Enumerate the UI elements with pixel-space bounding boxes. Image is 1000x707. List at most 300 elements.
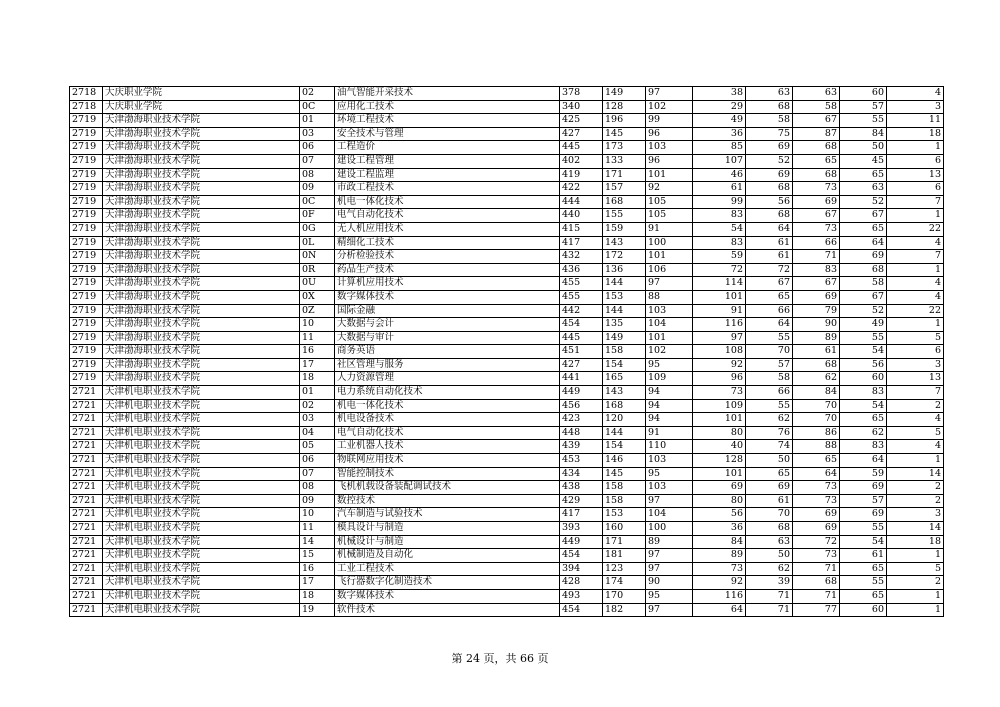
score-b-cell: 104 (646, 318, 693, 332)
school-name-cell: 天津机电职业技术学院 (103, 535, 300, 549)
score-f-cell: 57 (840, 494, 887, 508)
score-c-cell: 101 (693, 467, 746, 481)
score-b-cell: 97 (646, 549, 693, 563)
score-total-cell: 419 (560, 168, 603, 182)
score-a-cell: 181 (603, 549, 646, 563)
major-code-cell: 0N (300, 250, 335, 264)
table-row (70, 562, 944, 576)
score-b-cell: 104 (646, 508, 693, 522)
count-cell: 22 (887, 222, 944, 236)
table-row (70, 141, 944, 155)
score-e-cell: 84 (793, 386, 840, 400)
score-c-cell: 92 (693, 358, 746, 372)
score-b-cell: 97 (646, 494, 693, 508)
count-cell: 14 (887, 467, 944, 481)
count-cell: 1 (887, 603, 944, 617)
score-total-cell: 425 (560, 114, 603, 128)
count-cell: 14 (887, 522, 944, 536)
count-cell: 2 (887, 494, 944, 508)
table-row (70, 372, 944, 386)
score-total-cell: 423 (560, 413, 603, 427)
score-d-cell: 62 (746, 562, 793, 576)
table-row (70, 182, 944, 196)
score-d-cell: 68 (746, 209, 793, 223)
major-code-cell: 02 (300, 399, 335, 413)
score-a-cell: 149 (603, 331, 646, 345)
score-d-cell: 55 (746, 331, 793, 345)
score-d-cell: 66 (746, 386, 793, 400)
table-row (70, 222, 944, 236)
school-code-cell: 2721 (70, 413, 103, 427)
major-code-cell: 18 (300, 372, 335, 386)
score-e-cell: 71 (793, 250, 840, 264)
count-cell: 2 (887, 576, 944, 590)
major-code-cell: 11 (300, 522, 335, 536)
score-b-cell: 97 (646, 87, 693, 101)
score-total-cell: 429 (560, 494, 603, 508)
score-e-cell: 71 (793, 562, 840, 576)
score-c-cell: 36 (693, 522, 746, 536)
score-a-cell: 158 (603, 494, 646, 508)
score-c-cell: 40 (693, 440, 746, 454)
school-code-cell: 2719 (70, 127, 103, 141)
score-total-cell: 427 (560, 127, 603, 141)
school-name-cell: 天津渤海职业技术学院 (103, 263, 300, 277)
major-code-cell: 0G (300, 222, 335, 236)
score-a-cell: 171 (603, 168, 646, 182)
score-b-cell: 103 (646, 141, 693, 155)
score-c-cell: 116 (693, 589, 746, 603)
score-c-cell: 92 (693, 576, 746, 590)
school-code-cell: 2721 (70, 440, 103, 454)
school-name-cell: 天津机电职业技术学院 (103, 494, 300, 508)
count-cell: 1 (887, 318, 944, 332)
school-name-cell: 天津机电职业技术学院 (103, 426, 300, 440)
score-d-cell: 69 (746, 168, 793, 182)
score-f-cell: 67 (840, 209, 887, 223)
score-b-cell: 94 (646, 386, 693, 400)
score-f-cell: 57 (840, 100, 887, 114)
score-d-cell: 65 (746, 467, 793, 481)
score-a-cell: 128 (603, 100, 646, 114)
score-d-cell: 68 (746, 100, 793, 114)
score-f-cell: 60 (840, 87, 887, 101)
score-d-cell: 61 (746, 236, 793, 250)
school-name-cell: 天津渤海职业技术学院 (103, 331, 300, 345)
score-b-cell: 91 (646, 426, 693, 440)
school-name-cell: 天津渤海职业技术学院 (103, 358, 300, 372)
school-name-cell: 天津渤海职业技术学院 (103, 304, 300, 318)
score-b-cell: 110 (646, 440, 693, 454)
major-name-cell: 机电一体化技术 (335, 195, 560, 209)
score-d-cell: 64 (746, 318, 793, 332)
major-code-cell: 05 (300, 440, 335, 454)
score-c-cell: 80 (693, 426, 746, 440)
school-code-cell: 2719 (70, 263, 103, 277)
major-name-cell: 人力资源管理 (335, 372, 560, 386)
score-d-cell: 55 (746, 399, 793, 413)
school-name-cell: 天津机电职业技术学院 (103, 562, 300, 576)
table-row (70, 413, 944, 427)
table-row (70, 331, 944, 345)
score-a-cell: 133 (603, 154, 646, 168)
table-row (70, 290, 944, 304)
table-row (70, 127, 944, 141)
score-f-cell: 64 (840, 236, 887, 250)
major-name-cell: 数控技术 (335, 494, 560, 508)
table-row (70, 549, 944, 563)
table-row (70, 209, 944, 223)
score-e-cell: 73 (793, 481, 840, 495)
score-f-cell: 65 (840, 413, 887, 427)
school-code-cell: 2719 (70, 141, 103, 155)
count-cell: 3 (887, 100, 944, 114)
score-total-cell: 428 (560, 576, 603, 590)
score-e-cell: 65 (793, 454, 840, 468)
major-name-cell: 药品生产技术 (335, 263, 560, 277)
school-name-cell: 天津机电职业技术学院 (103, 522, 300, 536)
school-name-cell: 天津机电职业技术学院 (103, 386, 300, 400)
major-code-cell: 03 (300, 127, 335, 141)
major-name-cell: 电气自动化技术 (335, 209, 560, 223)
table-row (70, 522, 944, 536)
count-cell: 2 (887, 481, 944, 495)
score-a-cell: 155 (603, 209, 646, 223)
score-c-cell: 54 (693, 222, 746, 236)
major-name-cell: 建设工程管理 (335, 154, 560, 168)
major-code-cell: 08 (300, 481, 335, 495)
school-name-cell: 天津机电职业技术学院 (103, 549, 300, 563)
school-code-cell: 2719 (70, 168, 103, 182)
major-name-cell: 电力系统自动化技术 (335, 386, 560, 400)
score-total-cell: 449 (560, 386, 603, 400)
score-c-cell: 97 (693, 331, 746, 345)
score-a-cell: 196 (603, 114, 646, 128)
count-cell: 1 (887, 549, 944, 563)
score-d-cell: 58 (746, 114, 793, 128)
score-a-cell: 170 (603, 589, 646, 603)
count-cell: 11 (887, 114, 944, 128)
major-code-cell: 14 (300, 535, 335, 549)
major-code-cell: 0C (300, 195, 335, 209)
major-code-cell: 06 (300, 141, 335, 155)
count-cell: 4 (887, 87, 944, 101)
score-e-cell: 68 (793, 576, 840, 590)
major-code-cell: 0X (300, 290, 335, 304)
major-name-cell: 分析检验技术 (335, 250, 560, 264)
table-row (70, 426, 944, 440)
score-e-cell: 63 (793, 87, 840, 101)
school-code-cell: 2719 (70, 195, 103, 209)
school-name-cell: 大庆职业学院 (103, 100, 300, 114)
score-a-cell: 174 (603, 576, 646, 590)
count-cell: 5 (887, 426, 944, 440)
school-code-cell: 2721 (70, 467, 103, 481)
major-name-cell: 大数据与会计 (335, 318, 560, 332)
school-code-cell: 2721 (70, 454, 103, 468)
school-code-cell: 2719 (70, 372, 103, 386)
score-c-cell: 116 (693, 318, 746, 332)
score-b-cell: 105 (646, 195, 693, 209)
score-f-cell: 61 (840, 549, 887, 563)
table-row (70, 304, 944, 318)
score-total-cell: 415 (560, 222, 603, 236)
score-b-cell: 102 (646, 345, 693, 359)
school-name-cell: 天津渤海职业技术学院 (103, 318, 300, 332)
score-total-cell: 417 (560, 236, 603, 250)
table-row (70, 236, 944, 250)
school-name-cell: 大庆职业学院 (103, 87, 300, 101)
score-e-cell: 73 (793, 494, 840, 508)
major-code-cell: 01 (300, 386, 335, 400)
major-name-cell: 软件技术 (335, 603, 560, 617)
score-e-cell: 68 (793, 358, 840, 372)
score-e-cell: 61 (793, 345, 840, 359)
score-c-cell: 49 (693, 114, 746, 128)
count-cell: 4 (887, 236, 944, 250)
score-c-cell: 56 (693, 508, 746, 522)
school-code-cell: 2719 (70, 209, 103, 223)
score-c-cell: 101 (693, 290, 746, 304)
score-a-cell: 144 (603, 426, 646, 440)
score-a-cell: 120 (603, 413, 646, 427)
school-name-cell: 天津渤海职业技术学院 (103, 290, 300, 304)
score-c-cell: 128 (693, 454, 746, 468)
score-f-cell: 58 (840, 277, 887, 291)
score-b-cell: 90 (646, 576, 693, 590)
score-b-cell: 94 (646, 399, 693, 413)
school-name-cell: 天津渤海职业技术学院 (103, 209, 300, 223)
score-b-cell: 101 (646, 250, 693, 264)
count-cell: 13 (887, 168, 944, 182)
major-code-cell: 19 (300, 603, 335, 617)
score-a-cell: 149 (603, 87, 646, 101)
school-code-cell: 2721 (70, 399, 103, 413)
school-code-cell: 2719 (70, 318, 103, 332)
count-cell: 6 (887, 182, 944, 196)
score-c-cell: 101 (693, 413, 746, 427)
score-f-cell: 55 (840, 114, 887, 128)
score-d-cell: 70 (746, 508, 793, 522)
score-a-cell: 168 (603, 195, 646, 209)
score-a-cell: 157 (603, 182, 646, 196)
score-c-cell: 29 (693, 100, 746, 114)
school-code-cell: 2718 (70, 100, 103, 114)
score-e-cell: 65 (793, 154, 840, 168)
score-e-cell: 72 (793, 535, 840, 549)
score-e-cell: 88 (793, 440, 840, 454)
school-name-cell: 天津渤海职业技术学院 (103, 372, 300, 386)
major-name-cell: 建设工程监理 (335, 168, 560, 182)
score-total-cell: 417 (560, 508, 603, 522)
count-cell: 2 (887, 399, 944, 413)
table-row (70, 603, 944, 617)
score-b-cell: 102 (646, 100, 693, 114)
school-name-cell: 天津机电职业技术学院 (103, 576, 300, 590)
score-total-cell: 402 (560, 154, 603, 168)
school-name-cell: 天津机电职业技术学院 (103, 454, 300, 468)
table-row (70, 263, 944, 277)
major-name-cell: 计算机应用技术 (335, 277, 560, 291)
score-b-cell: 95 (646, 589, 693, 603)
count-cell: 22 (887, 304, 944, 318)
score-b-cell: 103 (646, 304, 693, 318)
table-row (70, 589, 944, 603)
score-e-cell: 70 (793, 413, 840, 427)
major-code-cell: 16 (300, 345, 335, 359)
major-name-cell: 飞机机载设备装配调试技术 (335, 481, 560, 495)
major-code-cell: 16 (300, 562, 335, 576)
table-row (70, 114, 944, 128)
page-footer: 第 24 页，共 66 页 (451, 652, 549, 665)
score-c-cell: 89 (693, 549, 746, 563)
table-row (70, 87, 944, 101)
major-name-cell: 工业机器人技术 (335, 440, 560, 454)
major-code-cell: 0U (300, 277, 335, 291)
score-d-cell: 69 (746, 141, 793, 155)
score-e-cell: 62 (793, 372, 840, 386)
score-a-cell: 158 (603, 345, 646, 359)
school-code-cell: 2721 (70, 508, 103, 522)
school-code-cell: 2719 (70, 114, 103, 128)
school-name-cell: 天津渤海职业技术学院 (103, 127, 300, 141)
major-name-cell: 油气智能开采技术 (335, 87, 560, 101)
major-code-cell: 10 (300, 318, 335, 332)
school-name-cell: 天津渤海职业技术学院 (103, 222, 300, 236)
score-b-cell: 96 (646, 154, 693, 168)
score-d-cell: 75 (746, 127, 793, 141)
score-f-cell: 54 (840, 399, 887, 413)
school-name-cell: 天津渤海职业技术学院 (103, 182, 300, 196)
score-f-cell: 59 (840, 467, 887, 481)
table-row (70, 154, 944, 168)
school-name-cell: 天津机电职业技术学院 (103, 440, 300, 454)
major-name-cell: 大数据与审计 (335, 331, 560, 345)
school-name-cell: 天津渤海职业技术学院 (103, 195, 300, 209)
score-e-cell: 67 (793, 209, 840, 223)
score-d-cell: 66 (746, 304, 793, 318)
score-e-cell: 90 (793, 318, 840, 332)
score-c-cell: 109 (693, 399, 746, 413)
score-total-cell: 456 (560, 399, 603, 413)
score-c-cell: 99 (693, 195, 746, 209)
score-d-cell: 72 (746, 263, 793, 277)
score-e-cell: 64 (793, 467, 840, 481)
score-e-cell: 69 (793, 508, 840, 522)
table-row (70, 100, 944, 114)
score-e-cell: 69 (793, 195, 840, 209)
school-code-cell: 2721 (70, 494, 103, 508)
score-e-cell: 73 (793, 182, 840, 196)
score-total-cell: 493 (560, 589, 603, 603)
score-a-cell: 160 (603, 522, 646, 536)
score-a-cell: 146 (603, 454, 646, 468)
count-cell: 3 (887, 358, 944, 372)
major-name-cell: 模具设计与制造 (335, 522, 560, 536)
score-c-cell: 91 (693, 304, 746, 318)
score-d-cell: 63 (746, 535, 793, 549)
major-code-cell: 0C (300, 100, 335, 114)
score-f-cell: 50 (840, 141, 887, 155)
score-e-cell: 67 (793, 114, 840, 128)
school-name-cell: 天津机电职业技术学院 (103, 603, 300, 617)
score-a-cell: 172 (603, 250, 646, 264)
score-total-cell: 455 (560, 277, 603, 291)
major-name-cell: 国际金融 (335, 304, 560, 318)
score-e-cell: 69 (793, 290, 840, 304)
school-code-cell: 2721 (70, 386, 103, 400)
score-c-cell: 73 (693, 562, 746, 576)
table-row (70, 386, 944, 400)
score-total-cell: 434 (560, 467, 603, 481)
count-cell: 5 (887, 331, 944, 345)
count-cell: 7 (887, 195, 944, 209)
score-d-cell: 68 (746, 522, 793, 536)
major-name-cell: 工业工程技术 (335, 562, 560, 576)
major-name-cell: 物联网应用技术 (335, 454, 560, 468)
score-f-cell: 52 (840, 304, 887, 318)
score-a-cell: 159 (603, 222, 646, 236)
score-f-cell: 69 (840, 481, 887, 495)
score-f-cell: 52 (840, 195, 887, 209)
score-d-cell: 62 (746, 413, 793, 427)
score-a-cell: 165 (603, 372, 646, 386)
count-cell: 1 (887, 141, 944, 155)
table-row (70, 277, 944, 291)
school-name-cell: 天津渤海职业技术学院 (103, 345, 300, 359)
score-table (69, 86, 944, 617)
score-a-cell: 153 (603, 508, 646, 522)
score-e-cell: 89 (793, 331, 840, 345)
score-b-cell: 96 (646, 127, 693, 141)
major-name-cell: 无人机应用技术 (335, 222, 560, 236)
score-total-cell: 444 (560, 195, 603, 209)
score-total-cell: 438 (560, 481, 603, 495)
score-total-cell: 453 (560, 454, 603, 468)
major-name-cell: 机电设备技术 (335, 413, 560, 427)
score-total-cell: 436 (560, 263, 603, 277)
table-row (70, 454, 944, 468)
score-e-cell: 79 (793, 304, 840, 318)
school-code-cell: 2719 (70, 290, 103, 304)
score-b-cell: 103 (646, 454, 693, 468)
score-f-cell: 67 (840, 290, 887, 304)
score-c-cell: 96 (693, 372, 746, 386)
score-c-cell: 85 (693, 141, 746, 155)
score-f-cell: 55 (840, 576, 887, 590)
major-code-cell: 15 (300, 549, 335, 563)
school-code-cell: 2721 (70, 535, 103, 549)
major-code-cell: 08 (300, 168, 335, 182)
major-code-cell: 17 (300, 358, 335, 372)
score-a-cell: 154 (603, 440, 646, 454)
score-a-cell: 123 (603, 562, 646, 576)
score-b-cell: 94 (646, 413, 693, 427)
score-b-cell: 100 (646, 236, 693, 250)
score-f-cell: 60 (840, 603, 887, 617)
table-row (70, 250, 944, 264)
school-name-cell: 天津机电职业技术学院 (103, 589, 300, 603)
score-a-cell: 144 (603, 304, 646, 318)
score-c-cell: 64 (693, 603, 746, 617)
score-d-cell: 61 (746, 250, 793, 264)
count-cell: 18 (887, 535, 944, 549)
count-cell: 1 (887, 589, 944, 603)
major-code-cell: 04 (300, 426, 335, 440)
major-name-cell: 市政工程技术 (335, 182, 560, 196)
score-c-cell: 61 (693, 182, 746, 196)
score-d-cell: 58 (746, 372, 793, 386)
